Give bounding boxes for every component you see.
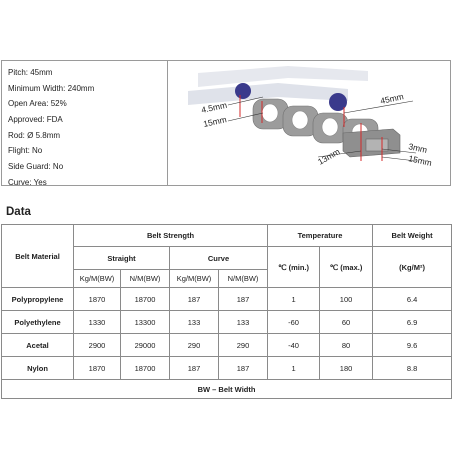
table-cell: 1330 — [74, 311, 121, 334]
table-cell: 133 — [219, 311, 268, 334]
row-material: Polyethylene — [2, 311, 74, 334]
table-cell: 180 — [320, 357, 373, 380]
spec-pitch: Pitch: 45mm — [8, 68, 53, 77]
dim-label-15mm-side: 15mm — [407, 153, 433, 168]
dim-label-3mm: 3mm — [407, 141, 429, 155]
table-cell: 2900 — [74, 334, 121, 357]
table-cell: 6.9 — [373, 311, 452, 334]
spec-approved: Approved: FDA — [8, 115, 63, 125]
col-belt-material: Belt Material — [2, 225, 74, 288]
table-cell: 8.8 — [373, 357, 452, 380]
table-cell: 80 — [320, 334, 373, 357]
spec-list — [8, 65, 94, 191]
col-straight: Straight — [74, 247, 170, 270]
table-cell: 1870 — [74, 288, 121, 311]
spec-panel — [1, 60, 451, 186]
col-straight-n: N/M(BW) — [121, 270, 170, 288]
col-temperature: Temperature — [268, 225, 373, 247]
table-cell: 13300 — [121, 311, 170, 334]
dim-label-4-5mm: 4.5mm — [200, 99, 228, 115]
col-temp-min: ℃ (min.) — [268, 247, 320, 288]
dim-label-15mm: 15mm — [202, 114, 228, 129]
table-cell: 6.4 — [373, 288, 452, 311]
col-belt-strength: Belt Strength — [74, 225, 268, 247]
table-cell: 9.6 — [373, 334, 452, 357]
data-table — [1, 224, 452, 399]
spec-flight: Flight: No — [8, 146, 43, 156]
table-cell: 1870 — [74, 357, 121, 380]
col-curve-kg: Kg/M(BW) — [170, 270, 219, 288]
col-straight-kg: Kg/M(BW) — [74, 270, 121, 288]
section-title: Data — [6, 206, 31, 218]
col-belt-weight: Belt Weight — [373, 225, 452, 247]
footnote: BW – Belt Width — [2, 380, 452, 399]
table-cell: 1 — [268, 288, 320, 311]
table-cell: 187 — [170, 288, 219, 311]
table-cell: 18700 — [121, 357, 170, 380]
spec-rod: Rod: Ø 5.8mm — [8, 130, 61, 140]
table-cell: 1 — [268, 357, 320, 380]
spec-side-guard: Side Guard: No — [8, 162, 64, 172]
table-cell: -40 — [268, 334, 320, 357]
header-row-1 — [2, 225, 452, 247]
row-material: Nylon — [2, 357, 74, 380]
footnote-row — [2, 380, 452, 399]
row-material: Polypropylene — [2, 288, 74, 311]
table-cell: -60 — [268, 311, 320, 334]
col-weight-unit: (Kg/M²) — [373, 247, 452, 288]
table-cell: 187 — [219, 357, 268, 380]
table-cell: 18700 — [121, 288, 170, 311]
spec-min-width: Minimum Width: 240mm — [8, 83, 95, 93]
table-cell: 100 — [320, 288, 373, 311]
table-cell: 29000 — [121, 334, 170, 357]
table-cell: 290 — [219, 334, 268, 357]
spec-curve: Curve: Yes — [8, 177, 47, 187]
table-row — [2, 288, 452, 311]
col-temp-max: ℃ (max.) — [320, 247, 373, 288]
table-cell: 133 — [170, 311, 219, 334]
table-row — [2, 357, 452, 380]
table-cell: 290 — [170, 334, 219, 357]
dim-label-13mm: 13mm — [316, 146, 342, 167]
col-curve-n: N/M(BW) — [219, 270, 268, 288]
belt-diagram — [168, 61, 451, 185]
table-cell: 187 — [170, 357, 219, 380]
table-cell: 60 — [320, 311, 373, 334]
spec-open-area: Open Area: 52% — [8, 99, 67, 109]
table-cell: 187 — [219, 288, 268, 311]
table-row — [2, 334, 452, 357]
col-curve: Curve — [170, 247, 268, 270]
table-row — [2, 311, 452, 334]
row-material: Acetal — [2, 334, 74, 357]
dim-label-45mm: 45mm — [379, 91, 405, 106]
